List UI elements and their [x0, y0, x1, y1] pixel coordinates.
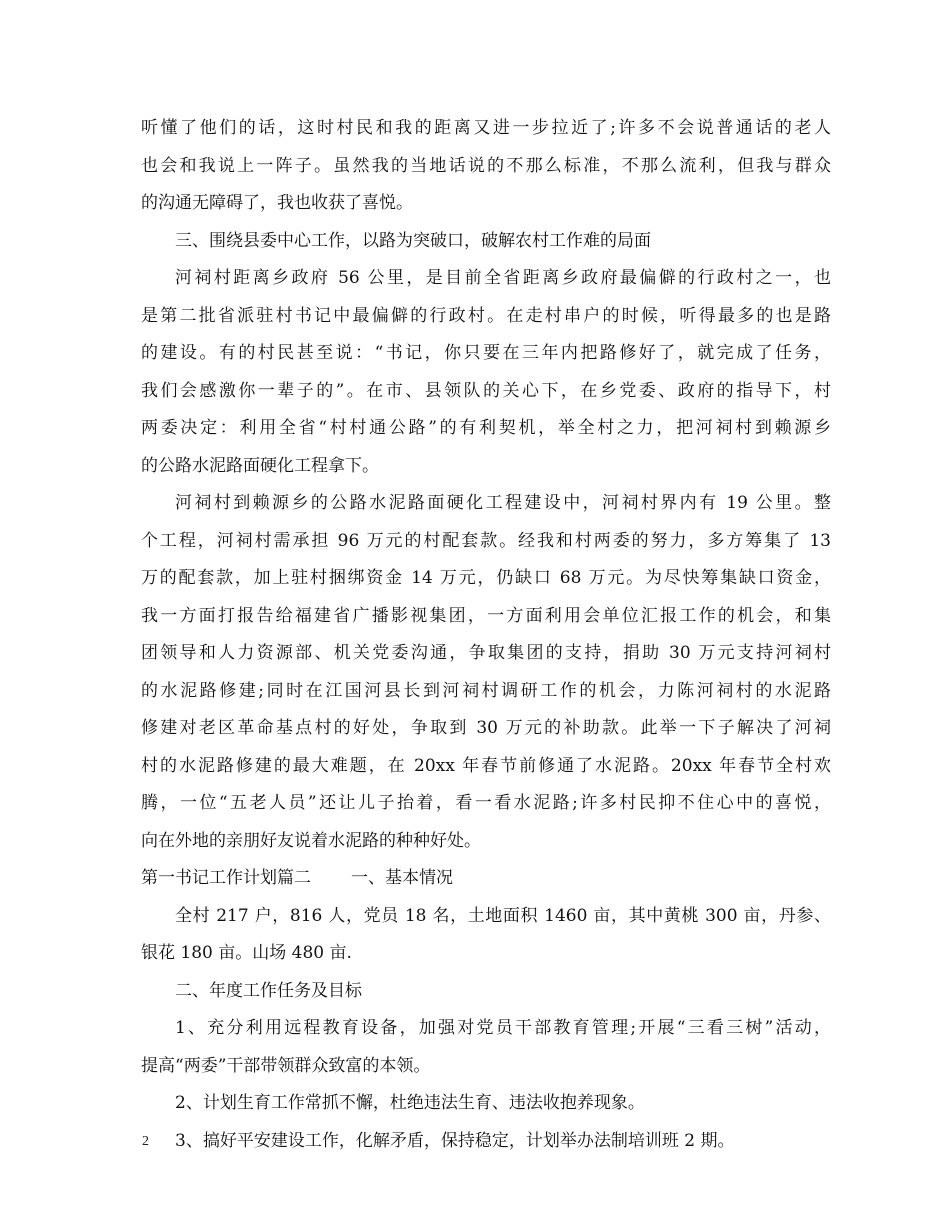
text-line: 修建对老区革命基点村的好处，争取到 30 万元的补助款。此举一下子解决了河祠: [141, 718, 831, 738]
text-line: 向在外地的亲朋好友说着水泥路的种种好处。: [141, 830, 481, 851]
text-line: 的沟通无障碍了，我也收获了喜悦。: [141, 193, 413, 213]
text-line: 腾，一位“五老人员”还让儿子抬着，看一看水泥路;许多村民抑不住心中的喜悦，: [141, 793, 831, 813]
paragraph-road-funding: [141, 485, 831, 860]
paragraph-basic-info: [141, 898, 831, 973]
document-section-title: 第一书记工作计划篇二: [141, 868, 311, 888]
text-line: 我一方面打报告给福建省广播影视集团，一方面利用会单位汇报工作的机会，和集: [141, 605, 831, 626]
text-line: 的水泥路修建;同时在江国河县长到河祠村调研工作的机会，力陈河祠村的水泥路: [141, 680, 831, 701]
section-heading-annual-tasks: 二、年度工作任务及目标: [175, 980, 362, 1001]
paragraph-road-background: [141, 260, 831, 485]
text-line: 的公路水泥路面硬化工程拿下。: [141, 455, 379, 476]
section-title-row: [141, 860, 831, 898]
text-line: 个工程，河祠村需承担 96 万元的村配套款。经我和村两委的努力，多方筹集了 13: [141, 530, 831, 551]
text-line: 的建设。有的村民甚至说：“书记，你只要在三年内把路修好了，就完成了任务，: [141, 343, 831, 363]
text-line: 听懂了他们的话，这时村民和我的距离又进一步拉近了;许多不会说普通话的老人: [141, 118, 831, 138]
text-line: 河祠村距离乡政府 56 公里，是目前全省距离乡政府最偏僻的行政村之一，也: [175, 268, 831, 288]
page-number: 2: [142, 1134, 149, 1149]
text-line: 村的水泥路修建的最大难题，在 20xx 年春节前修通了水泥路。20xx 年春节全村欢: [141, 755, 831, 776]
document-body: [141, 110, 831, 1160]
list-item-family-planning: 2、计划生育工作常抓不懈，杜绝违法生育、违法收抱养现象。: [175, 1093, 645, 1113]
text-line: 全村 217 户，816 人，党员 18 名，土地面积 1460 亩，其中黄桃 300 亩，丹参、: [175, 905, 831, 926]
text-line: 我们会感激你一辈子的”。在市、县领队的关心下，在乡党委、政府的指导下，村: [141, 380, 831, 401]
text-line: 两委决定：利用全省“村村通公路”的有利契机，举全村之力，把河祠村到赖源乡: [141, 418, 831, 438]
text-line: 河祠村到赖源乡的公路水泥路面硬化工程建设中，河祠村界内有 19 公里。整: [175, 493, 831, 513]
text-line: 提高“两委”干部带领群众致富的本领。: [141, 1055, 431, 1076]
paragraph-village-dialect: [141, 110, 831, 223]
list-item-safety: 3、搞好平安建设工作，化解矛盾，保持稳定，计划举办法制培训班 2 期。: [175, 1130, 735, 1151]
list-item-education: [141, 1010, 831, 1085]
text-line: 万的配套款，加上驻村捆绑资金 14 万元，仍缺口 68 万元。为尽快筹集缺口资金，: [141, 568, 831, 588]
text-line: 团领导和人力资源部、机关党委沟通，争取集团的支持，捐助 30 万元支持河祠村: [141, 643, 831, 663]
text-line: 1、充分利用远程教育设备，加强对党员干部教育管理;开展“三看三树”活动，: [175, 1018, 831, 1038]
text-line: 银花 180 亩。山场 480 亩.: [141, 943, 352, 963]
text-line: 也会和我说上一阵子。虽然我的当地话说的不那么标准，不那么流利，但我与群众: [141, 155, 831, 176]
section-heading-road: 三、围绕县委中心工作，以路为突破口，破解农村工作难的局面: [175, 230, 651, 251]
text-line: 是第二批省派驻村书记中最偏僻的行政村。在走村串户的时候，听得最多的也是路: [141, 305, 831, 326]
section-heading-basic-info: 一、基本情况: [351, 868, 453, 888]
